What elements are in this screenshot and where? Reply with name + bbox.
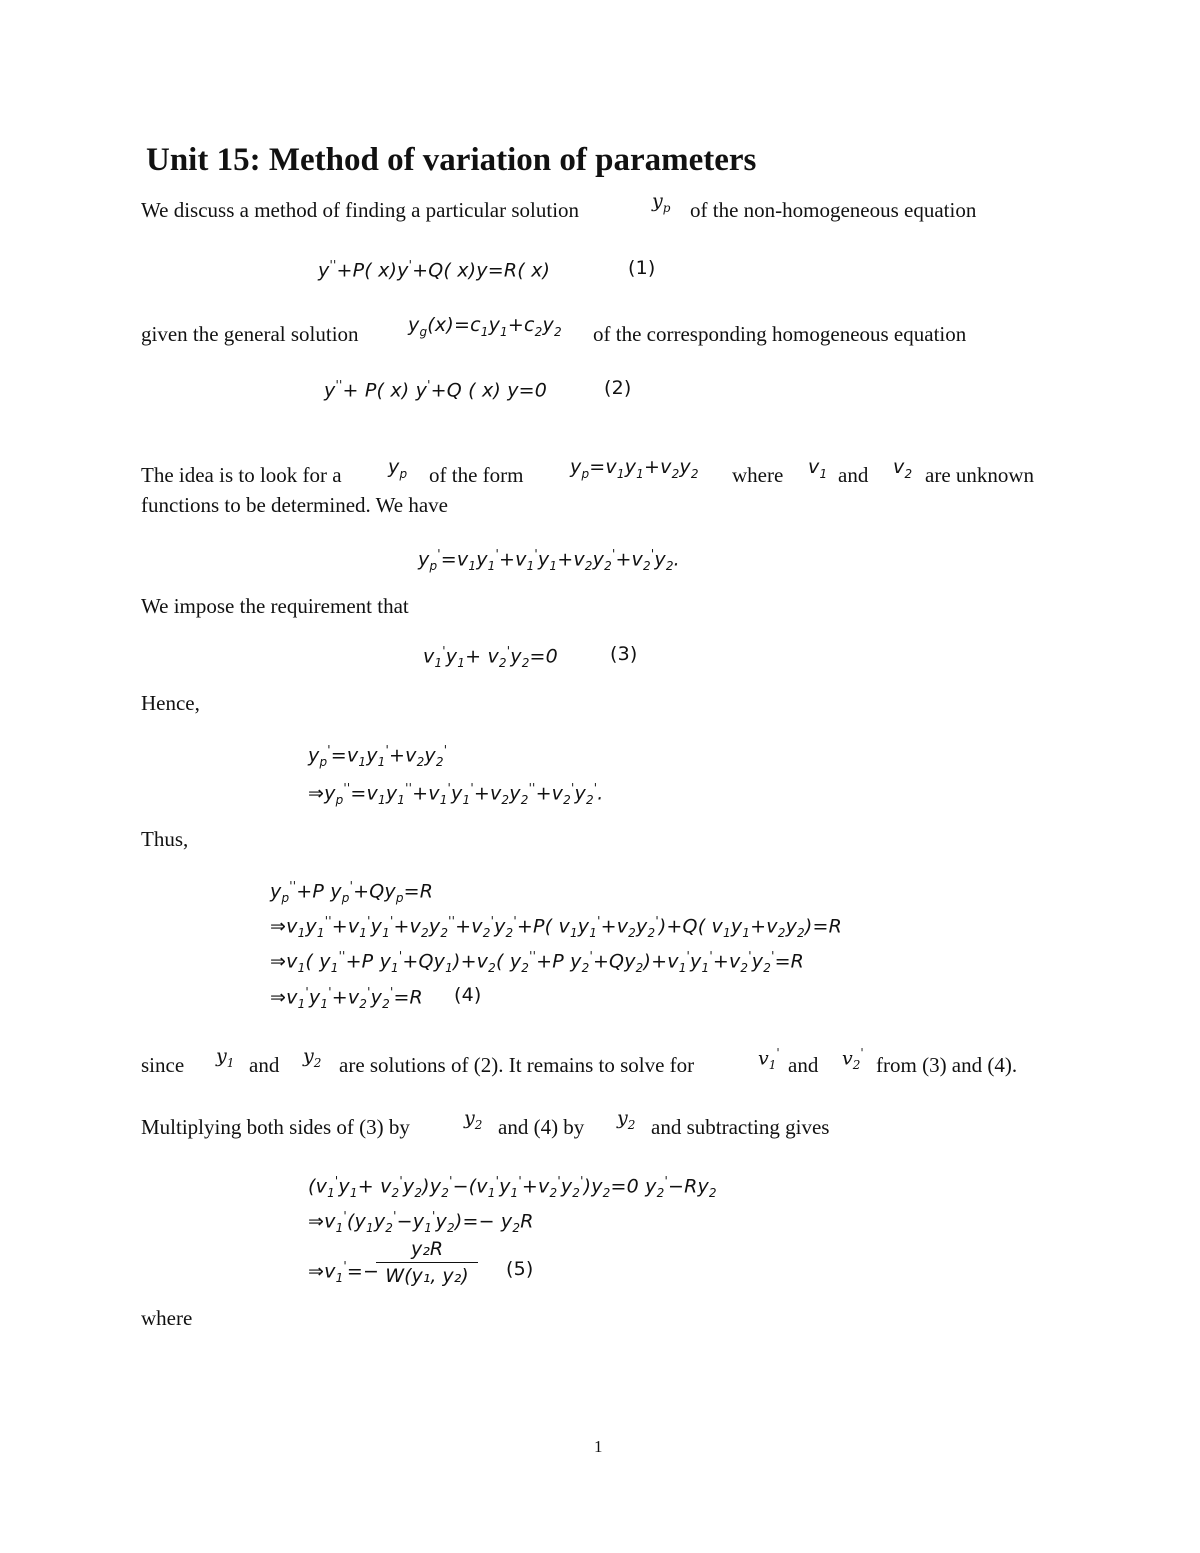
text-since-b: and <box>249 1053 280 1077</box>
text-idea-e: are unknown <box>925 463 1035 487</box>
text-thus: Thus, <box>141 827 189 851</box>
text-idea-b: of the form <box>429 463 524 487</box>
math-y2-b: $y_2$ <box>617 1107 636 1132</box>
equation-3: $v_1'y_1+ v_2'y_2=0$ <box>423 644 558 671</box>
fraction-bar <box>376 1262 478 1263</box>
equation-4-label: (4) <box>454 984 482 1006</box>
equation-5-lhs: $\Rightarrow v_1'=-$ <box>308 1259 380 1286</box>
equation-5-label: (5) <box>506 1258 534 1280</box>
math-yp-form: $y_p=v_1y_1+v_2y_2$ <box>570 456 699 481</box>
math-y2: $y_2$ <box>303 1045 322 1070</box>
equation-5-fraction <box>376 1240 478 1286</box>
equation-subtract-2: $\Rightarrow v_1'(y_1y_2'-y_1'y_2)=- y_2R$ <box>308 1209 534 1236</box>
equation-thus-1: $y_p''+P$ $y_p'+Qy_p=R$ <box>270 879 434 906</box>
page-title: Unit 15: Method of variation of parameters <box>146 142 757 178</box>
text-multiply-a: Multiplying both sides of (3) by <box>141 1115 410 1139</box>
equation-1: y''+P( x)y'+Q( x)y=R( x) <box>318 258 551 282</box>
math-yp: $y_p$ <box>652 190 671 215</box>
math-y2-a: $y_2$ <box>464 1107 483 1132</box>
equation-thus-3: $\Rightarrow v_1$( $y_1''+P$ $y_1'+Qy_1)+v_2$( $y_2''+P$ $y_2'+Qy_2)+v_1'y_1'+v_2'y_2'=R$ <box>270 949 805 976</box>
equation-thus-2: $\Rightarrow v_1y_1''+v_1'y_1'+v_2y_2''+v_2'y_2'+P$( $v_1y_1'+v_2y_2')+Q$( $v_1y_1+v_2y_2)=R$ <box>270 914 842 941</box>
equation-2-label: (2) <box>604 377 632 399</box>
text-idea-d: and <box>838 463 869 487</box>
text-since-d: and <box>788 1053 819 1077</box>
text-since-a: since <box>141 1053 185 1077</box>
math-v2: $v_2$ <box>893 456 913 481</box>
equation-2: y''+ P( x) y'+Q ( x) y=0 <box>324 378 548 402</box>
equation-hence-2: $\Rightarrow y_p''=v_1y_1''+v_1'y_1'+v_2y_2''+v_2'y_2'$. <box>308 781 604 808</box>
equation-3-label: (3) <box>610 643 638 665</box>
equation-4: $\Rightarrow v_1'y_1'+v_2'y_2'=R$ <box>270 985 423 1012</box>
math-yg: $y_g(x)=c_1y_1+c_2y_2$ <box>408 314 562 339</box>
math-yp-2: $y_p$ <box>388 456 408 481</box>
equation-hence-1: $y_p'=v_1y_1'+v_2y_2'$ <box>308 743 448 770</box>
fraction-numerator: y₂R <box>410 1238 444 1260</box>
text-since-e: from (3) and (4). <box>876 1053 1018 1077</box>
text-idea-f: functions to be determined. We have <box>141 493 448 517</box>
math-v1-prime: $v_1'$ <box>758 1046 780 1073</box>
text-idea-c: where <box>732 463 784 487</box>
equation-subtract-1: $(v_1'y_1+ v_2'y_2)y_2'-(v_1'y_1'+v_2'y_2')y_2=0$ $y_2'-Ry_2$ <box>308 1174 717 1201</box>
text-impose: We impose the requirement that <box>141 594 409 618</box>
text-intro-b: of the non-homogeneous equation <box>690 198 977 222</box>
math-v2-prime: $v_2'$ <box>842 1046 864 1073</box>
text-given-b: of the corresponding homogeneous equation <box>593 322 967 346</box>
text-multiply-c: and subtracting gives <box>651 1115 830 1139</box>
text-where: where <box>141 1306 193 1330</box>
text-since-c: are solutions of (2). It remains to solve for <box>339 1053 695 1077</box>
equation-1-label: (1) <box>628 257 656 279</box>
text-multiply-b: and (4) by <box>498 1115 585 1139</box>
text-intro-a: We discuss a method of finding a particular solution <box>141 198 580 222</box>
text-given-a: given the general solution <box>141 322 359 346</box>
text-hence: Hence, <box>141 691 200 715</box>
math-y1: $y_1$ <box>216 1045 235 1070</box>
text-idea-a: The idea is to look for a <box>141 463 342 487</box>
math-v1: $v_1$ <box>808 456 828 481</box>
page-number: 1 <box>594 1437 603 1456</box>
fraction-denominator: W(y₁, y₂) <box>385 1265 469 1287</box>
equation-yp-derivative: $y_p'=v_1y_1'+v_1'y_1+v_2y_2'+v_2'y_2$. <box>418 547 680 574</box>
